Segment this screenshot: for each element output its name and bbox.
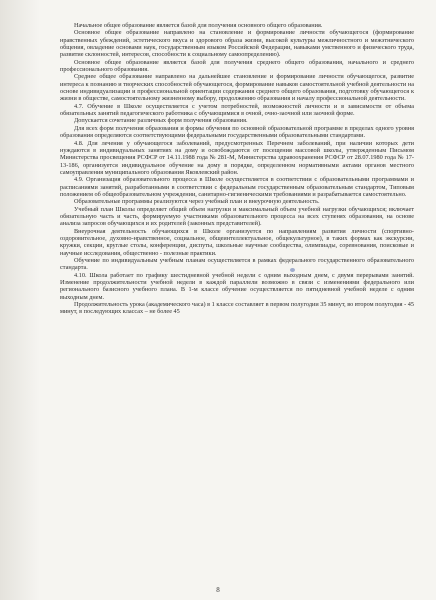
paragraph: 4.7. Обучение в Школе осуществляется с учетом потребностей, возможностей личности и в зависимости от объема обязательных занятий педагогического работника с обучающимися в очной, очно-заочной или заочной форме.	[60, 102, 414, 118]
paragraph: 4.9. Организация образовательного процесса в Школе осуществляется в соответствии с образовательными программами и расписаниями занятий, разработанными в соответствии с федеральным государственным образовательным стандартом, Типовым положением об общеобразовательном учреждении, санитарно-гигиеническими требованиями и разрабатывается самостоятельно.	[60, 176, 414, 198]
page-number: 8	[216, 586, 220, 594]
paragraph: Образовательные программы реализуются через учебный план и внеурочную деятельность.	[74, 198, 320, 206]
paragraph: Учебный план Школы определяет общий объем нагрузки и максимальный объем учебной нагрузки обучающихся; включает обязательную часть и часть, формируемую участниками образовательного процесса на всех ступенях образования, на основе анализа запросов обучающихся и их родителей (законных представителей).	[60, 205, 414, 228]
paragraph: Внеурочная деятельность обучающихся в Школе организуется по направлениям развития личности (спортивно-оздоровительное, духовно-нравственное, социальное, общеинтеллектуальное, общекультурное), в таких формах как экскурсии, кружки, секции, круглые столы, конференции, диспуты, школьные научные сообщества, олимпиады, соревнования, поисковые и научные исследования, общественно - полезные практики.	[60, 227, 414, 257]
paragraph: Для всех форм получения образования и формы обучения по основной образовательной программе в пределах одного уровня образования определяются соответствующими федеральными государственными образовательными стандартами.	[60, 124, 414, 140]
paragraph: 4.10. Школа работает по графику шестидневной учебной недели с одним выходным днем, с двумя перерывами занятий. Изменение продолжительности учебной недели в каждой параллели возможно в связи с изменениями федерального или регионального базисного учебного плана. В 1-м классе обучение осуществляется по пятидневной учебной неделе с одним выходным днем.	[60, 271, 414, 301]
paragraph: Продолжительность урока (академического часа) в 1 классе составляет в первом полугодии 35 минут, во втором полугодия - 45 минут, в последующих классах – не более 45	[60, 301, 414, 316]
paragraph: Допускается сочетание различных форм получения образования.	[74, 117, 248, 125]
paragraph: Обучение по индивидуальным учебным планам осуществляется в рамках федерального государственного образовательного стандарта.	[60, 257, 414, 272]
paragraph: Начальное общее образование является базой для получения основного общего образования.	[74, 22, 323, 29]
ink-mark	[290, 268, 295, 272]
paragraph: Основное общее образование направлено на становление и формирование личности обучающегося (формирование нравственных убеждений, эстетического вкуса и здорового образа жизни, высокой культуры межличностного и межэтнического общения, овладение основами наук, государственным языком Российской Федерации, навыками умственного и физического труда, развитие склонностей, интересов, способности к социальному самоопределению).	[60, 29, 414, 59]
paragraph: 4.8. Для лечения у обучающегося заболеваний, предусмотренных Перечнем заболеваний, при наличии которых дети нуждаются в индивидуальных занятиях на дому и освобождаются от посещения массовой школы, утвержденным Письмом Министерства просвещения РСФСР от 14.11.1988 года № 281-М, Министерства здравоохранения РСФСР от 28.07.1980 года № 17-13-186, организуется индивидуальное обучение на дому в порядке, определенном нормативными актами органов местного самоуправления муниципального образования Яковлевский район.	[60, 139, 414, 176]
paragraph: Основное общее образование является базой для получения среднего общего образования, начального и среднего профессионального образования.	[60, 58, 414, 74]
paragraph: Среднее общее образование направлено на дальнейшее становление и формирование личности обучающегося, развитие интереса к познанию и творческих способностей обучающегося, формирование навыков самостоятельной учебной деятельности на основе индивидуализации и профессиональной ориентации содержания среднего общего образования, подготовку обучающегося к жизни в обществе, самостоятельному жизненному выбору, продолжению образования и началу профессиональной деятельности.	[60, 73, 414, 103]
